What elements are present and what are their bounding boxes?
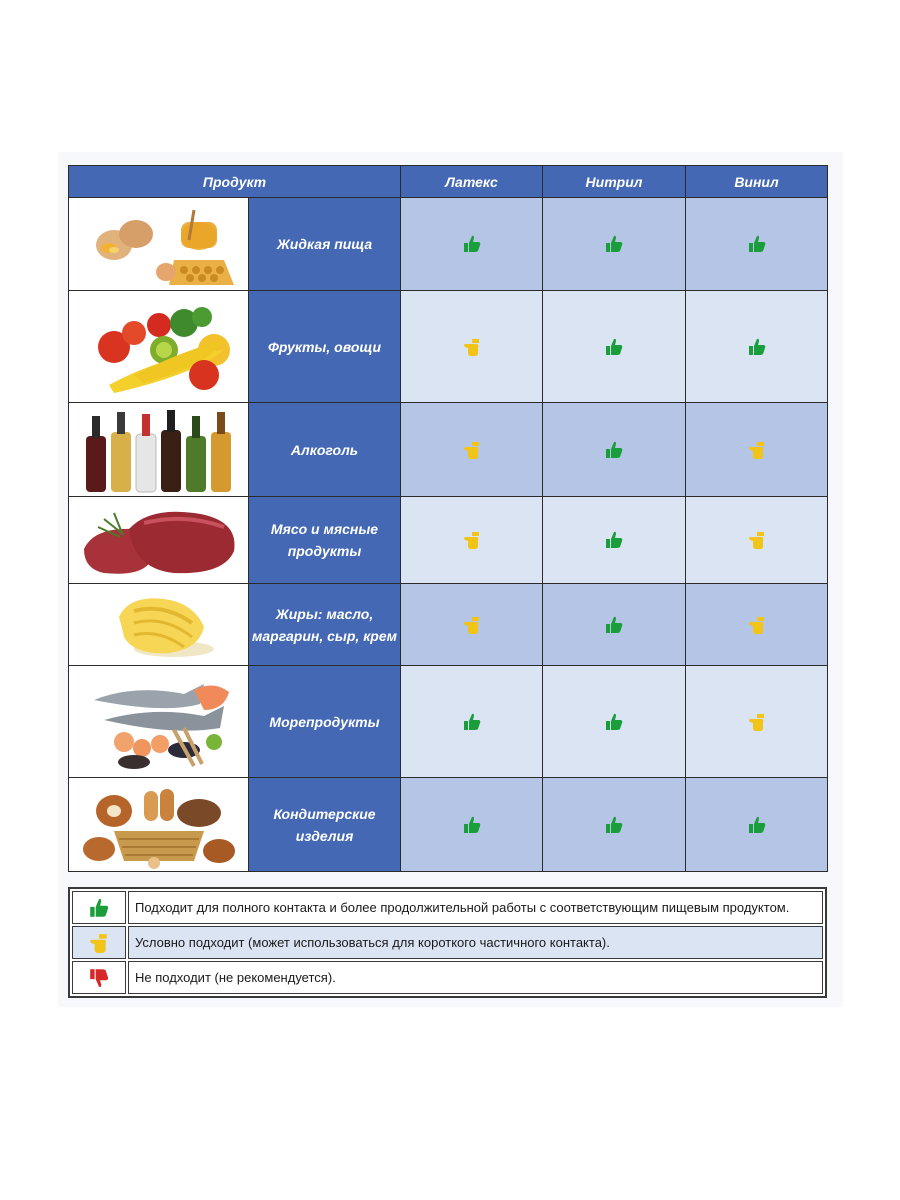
thumb-up-green-icon (747, 337, 767, 357)
thumb-side-yellow-icon (462, 440, 482, 460)
table-row (69, 198, 828, 291)
legend-text: Подходит для полного контакта и более продолжительной работы с соответствующим пищевым продуктом. (128, 891, 823, 924)
cell-vinyl (686, 584, 828, 666)
cell-vinyl (686, 778, 828, 872)
header-product: Продукт (69, 166, 401, 198)
row-product-name: Жидкая пища (249, 198, 401, 291)
row-image-cell (69, 778, 249, 872)
legend-table (68, 887, 827, 998)
seafood-image (74, 670, 244, 774)
cell-latex (401, 403, 543, 497)
row-image-cell (69, 497, 249, 584)
legend-text: Не подходит (не рекомендуется). (128, 961, 823, 994)
cell-nitrile (543, 291, 686, 403)
cell-nitrile (543, 198, 686, 291)
thumb-up-green-icon (462, 234, 482, 254)
thumb-side-yellow-icon (747, 440, 767, 460)
thumb-up-green-icon (604, 440, 624, 460)
legend-icon-cell (72, 891, 126, 924)
row-product-name: Морепродукты (249, 666, 401, 778)
thumb-side-yellow-icon (747, 615, 767, 635)
row-product-name: Фрукты, овощи (249, 291, 401, 403)
eggs-honey-image (74, 200, 244, 288)
cell-nitrile (543, 584, 686, 666)
meat-image (74, 499, 244, 581)
cell-latex (401, 497, 543, 584)
fruits-vegetables-image (74, 295, 244, 399)
header-nitrile: Нитрил (543, 166, 686, 198)
butter-curl-image (74, 587, 244, 663)
row-image-cell (69, 584, 249, 666)
row-image-cell (69, 291, 249, 403)
cell-nitrile (543, 666, 686, 778)
cell-vinyl (686, 666, 828, 778)
row-product-name: Жиры: масло, маргарин, сыр, крем (249, 584, 401, 666)
table-header-row (69, 166, 828, 198)
legend-text: Условно подходит (может использоваться для короткого частичного контакта). (128, 926, 823, 959)
row-product-name: Алкоголь (249, 403, 401, 497)
legend-row (72, 961, 823, 994)
thumb-side-yellow-icon (747, 712, 767, 732)
legend-row (72, 926, 823, 959)
table-row (69, 403, 828, 497)
cell-nitrile (543, 497, 686, 584)
thumb-up-green-icon (604, 530, 624, 550)
cell-latex (401, 198, 543, 291)
table-row (69, 291, 828, 403)
cell-latex (401, 291, 543, 403)
thumb-up-green-icon (88, 897, 110, 919)
thumb-side-yellow-icon (747, 530, 767, 550)
row-image-cell (69, 666, 249, 778)
bakery-image (74, 781, 244, 869)
cell-nitrile (543, 778, 686, 872)
legend-row (72, 891, 823, 924)
thumb-down-red-icon (88, 967, 110, 989)
header-vinyl: Винил (686, 166, 828, 198)
thumb-up-green-icon (604, 712, 624, 732)
cell-vinyl (686, 198, 828, 291)
thumb-side-yellow-icon (462, 615, 482, 635)
thumb-up-green-icon (604, 815, 624, 835)
cell-latex (401, 778, 543, 872)
thumb-side-yellow-icon (88, 932, 110, 954)
cell-nitrile (543, 403, 686, 497)
table-row (69, 666, 828, 778)
legend-icon-cell (72, 961, 126, 994)
row-product-name: Мясо и мясные продукты (249, 497, 401, 584)
table-row (69, 778, 828, 872)
cell-latex (401, 666, 543, 778)
cell-vinyl (686, 497, 828, 584)
row-product-name: Кондитерские изделия (249, 778, 401, 872)
header-latex: Латекс (401, 166, 543, 198)
legend-icon-cell (72, 926, 126, 959)
bottles-image (74, 406, 244, 494)
cell-vinyl (686, 291, 828, 403)
thumb-up-green-icon (747, 815, 767, 835)
thumb-side-yellow-icon (462, 337, 482, 357)
thumb-up-green-icon (462, 815, 482, 835)
thumb-up-green-icon (604, 337, 624, 357)
compatibility-table (68, 165, 828, 872)
table-row (69, 497, 828, 584)
thumb-up-green-icon (604, 615, 624, 635)
table-row (69, 584, 828, 666)
row-image-cell (69, 403, 249, 497)
cell-latex (401, 584, 543, 666)
row-image-cell (69, 198, 249, 291)
thumb-up-green-icon (747, 234, 767, 254)
cell-vinyl (686, 403, 828, 497)
thumb-up-green-icon (462, 712, 482, 732)
thumb-side-yellow-icon (462, 530, 482, 550)
thumb-up-green-icon (604, 234, 624, 254)
